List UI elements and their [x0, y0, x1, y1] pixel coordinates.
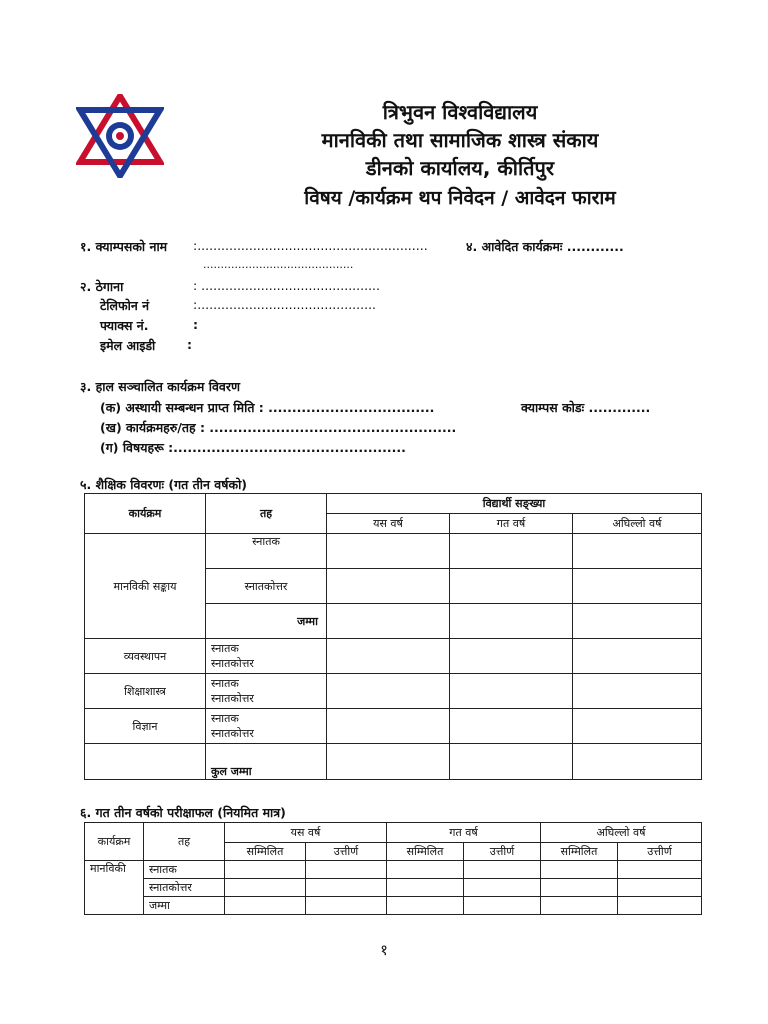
table-cell[interactable] [387, 879, 464, 897]
address-label: २. ठेगाना [80, 279, 124, 294]
current-programs-label: ३. हाल सञ्चालित कार्यक्रम विवरण [80, 379, 241, 394]
col-this-year: यस वर्ष [327, 514, 450, 534]
academic-details-table [84, 493, 702, 780]
table-cell[interactable] [573, 744, 702, 780]
table-cell[interactable] [327, 744, 450, 780]
grand-total: कुल जम्मा [206, 744, 327, 780]
table-cell[interactable] [450, 534, 573, 569]
col-prev-year: अघिल्लो वर्ष [541, 823, 702, 843]
table-cell[interactable] [225, 897, 306, 915]
table-cell[interactable] [225, 879, 306, 897]
table-cell[interactable] [327, 674, 450, 709]
table-cell[interactable] [464, 861, 541, 879]
level-master: स्नातकोत्तर [211, 692, 254, 705]
table-cell[interactable] [225, 861, 306, 879]
level-bachelor: स्नातक [211, 677, 239, 690]
col-students: विद्यार्थी सङ्ख्या [327, 494, 702, 514]
level-total: जम्मा [144, 897, 225, 915]
col-prev-year: अघिल्लो वर्ष [573, 514, 702, 534]
level-master: स्नातकोत्तर [211, 657, 254, 670]
row-science: विज्ञान [85, 709, 206, 744]
exam-results-table [84, 822, 702, 915]
faculty-name: मानविकी तथा सामाजिक शास्त्र संकाय [321, 128, 599, 152]
table-cell[interactable] [573, 534, 702, 569]
campus-name-field[interactable]: :.......................................................... [193, 238, 428, 253]
level-master: स्नातकोत्तर [144, 879, 225, 897]
table-cell[interactable] [573, 639, 702, 674]
col-appeared: सम्मिलित [387, 843, 464, 861]
phone-label: टेलिफोन नं [100, 298, 150, 313]
level-pair [206, 674, 327, 709]
exam-results-label: ६. गत तीन वर्षको परीक्षाफल (नियमित मात्र) [80, 805, 286, 820]
table-cell[interactable] [573, 674, 702, 709]
phone-field[interactable]: :............................................. [193, 297, 377, 312]
university-name: त्रिभुवन विश्वविद्यालय [382, 100, 538, 124]
col-passed: उत्तीर्ण [618, 843, 702, 861]
subjects-field[interactable]: (ग) विषयहरू :................................................. [100, 440, 406, 455]
programs-level-field[interactable]: (ख) कार्यक्रमहरु/तह : .................................................... [100, 420, 457, 435]
affiliation-date-field[interactable]: (क) अस्थायी सम्बन्धन प्राप्त मिति : ................................... [100, 400, 435, 415]
col-level: तह [144, 823, 225, 861]
level-bachelor: स्नातक [206, 534, 327, 569]
table-cell[interactable] [573, 569, 702, 604]
table-cell[interactable] [450, 639, 573, 674]
academic-details-label: ५. शैक्षिक विवरणः (गत तीन वर्षको) [80, 477, 248, 492]
page-number: १ [380, 941, 388, 959]
table-cell[interactable] [306, 897, 387, 915]
row-humanities: मानविकी सङ्काय [85, 534, 206, 639]
col-program: कार्यक्रम [85, 823, 144, 861]
col-passed: उत्तीर्ण [464, 843, 541, 861]
office-name: डीनको कार्यालय, कीर्तिपुर [365, 156, 555, 180]
table-cell[interactable] [327, 639, 450, 674]
level-bachelor: स्नातक [211, 712, 239, 725]
campus-name-field-2[interactable]: ........................................... [203, 258, 354, 271]
table-cell[interactable] [327, 569, 450, 604]
row-humanities: मानविकी [85, 861, 144, 915]
table-cell [85, 744, 206, 780]
table-cell[interactable] [306, 861, 387, 879]
col-last-year: गत वर्ष [450, 514, 573, 534]
level-master: स्नातकोत्तर [206, 569, 327, 604]
address-field[interactable]: : ............................................. [193, 278, 380, 293]
col-appeared: सम्मिलित [225, 843, 306, 861]
table-cell[interactable] [450, 674, 573, 709]
col-passed: उत्तीर्ण [306, 843, 387, 861]
applied-program-field[interactable]: ४. आवेदित कार्यक्रमः ............ [466, 239, 624, 254]
university-logo [76, 94, 164, 178]
table-cell[interactable] [450, 709, 573, 744]
level-master: स्नातकोत्तर [211, 727, 254, 740]
row-education: शिक्षाशास्त्र [85, 674, 206, 709]
level-pair [206, 639, 327, 674]
table-cell[interactable] [450, 569, 573, 604]
table-cell[interactable] [541, 897, 618, 915]
table-cell[interactable] [618, 861, 702, 879]
level-bachelor: स्नातक [211, 642, 239, 655]
table-cell[interactable] [327, 709, 450, 744]
table-cell[interactable] [541, 861, 618, 879]
level-bachelor: स्नातक [144, 861, 225, 879]
table-cell[interactable] [618, 897, 702, 915]
fax-field[interactable]: : [193, 317, 198, 332]
form-title: विषय /कार्यक्रम थप निवेदन / आवेदन फाराम [304, 187, 616, 209]
email-label: इमेल आइडी [100, 338, 156, 353]
col-level: तह [206, 494, 327, 534]
table-cell[interactable] [464, 897, 541, 915]
table-cell[interactable] [327, 534, 450, 569]
table-cell[interactable] [327, 604, 450, 639]
email-field[interactable]: : [187, 337, 192, 352]
table-cell[interactable] [541, 879, 618, 897]
table-cell[interactable] [573, 709, 702, 744]
table-cell[interactable] [618, 879, 702, 897]
level-total: जम्मा [206, 604, 327, 639]
campus-code-field[interactable]: क्याम्पस कोडः ............. [521, 400, 651, 415]
fax-label: फ्याक्स नं. [100, 318, 149, 333]
col-appeared: सम्मिलित [541, 843, 618, 861]
col-this-year: यस वर्ष [225, 823, 387, 843]
table-cell[interactable] [573, 604, 702, 639]
table-cell[interactable] [306, 879, 387, 897]
table-cell[interactable] [464, 879, 541, 897]
row-management: व्यवस्थापन [85, 639, 206, 674]
col-program: कार्यक्रम [85, 494, 206, 534]
campus-name-label: १. क्याम्पसको नाम [80, 239, 168, 254]
level-pair [206, 709, 327, 744]
table-cell[interactable] [450, 604, 573, 639]
table-cell[interactable] [387, 897, 464, 915]
table-cell[interactable] [387, 861, 464, 879]
col-last-year: गत वर्ष [387, 823, 541, 843]
table-cell[interactable] [450, 744, 573, 780]
